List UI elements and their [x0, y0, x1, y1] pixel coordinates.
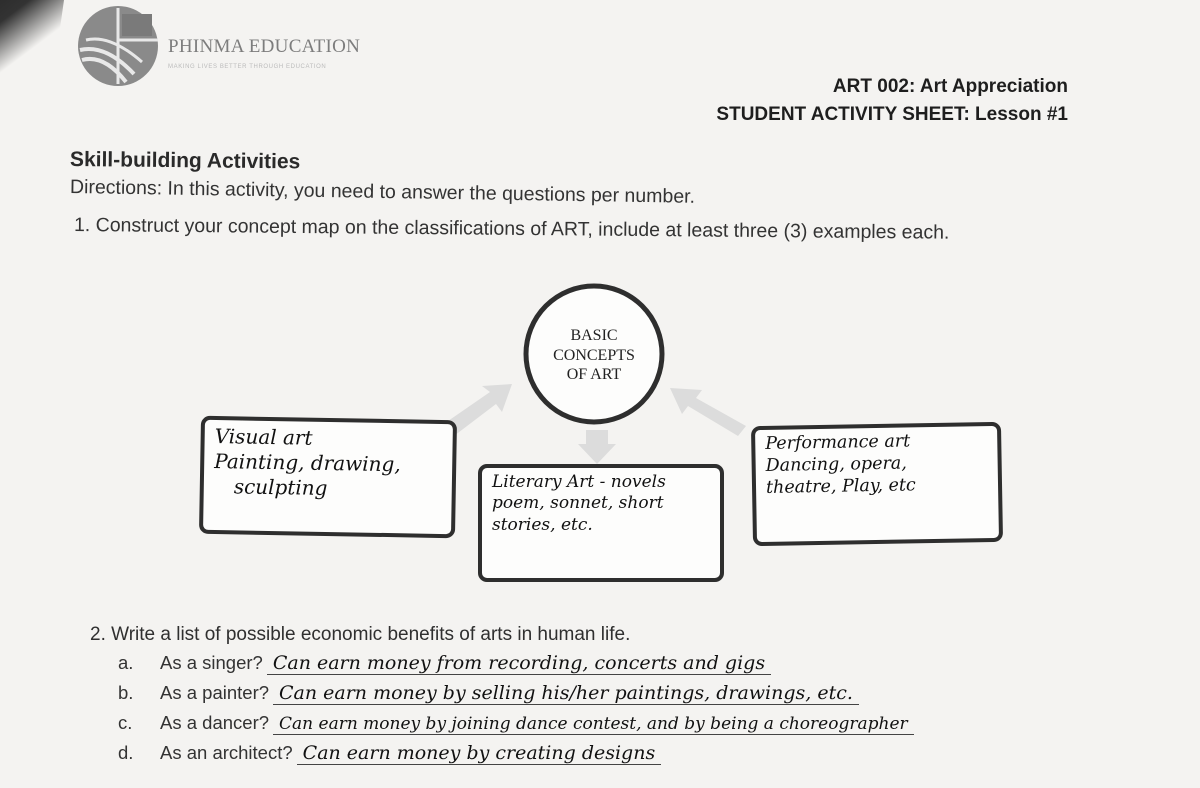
brand-name: PHINMA EDUCATION	[168, 36, 361, 57]
performance-line-2: Dancing, opera,	[765, 453, 908, 476]
center-label	[526, 326, 662, 385]
center-line-2: CONCEPTS	[553, 346, 635, 364]
item-answer: Can earn money by joining dance contest, and by being a choreographer	[273, 714, 914, 735]
item-question: As an architect?	[160, 742, 293, 763]
center-line-1: BASIC	[570, 327, 618, 344]
item-answer: Can earn money from recording, concerts and gigs	[267, 652, 771, 675]
item-letter: a.	[118, 652, 134, 673]
item-letter: c.	[118, 712, 133, 733]
answer-row-d	[118, 742, 661, 765]
concept-map	[190, 280, 1020, 590]
brand-tagline: MAKING LIVES BETTER THROUGH EDUCATION	[168, 64, 327, 70]
question-1: 1. Construct your concept map on the classifications of ART, include at least three (3) examples each.	[73, 214, 950, 244]
literary-line-2: poem, sonnet, short	[492, 493, 664, 514]
performance-line-1: Performance art	[765, 431, 911, 454]
visual-line-2: Painting, drawing,	[214, 449, 401, 477]
center-line-3: OF ART	[566, 366, 622, 384]
performance-art-box	[751, 422, 1003, 546]
item-letter: b.	[118, 682, 134, 703]
section-title: Skill-building Activities	[69, 148, 301, 174]
item-answer: Can earn money by creating designs	[297, 742, 662, 765]
visual-art-box	[199, 416, 457, 538]
literary-art-box	[478, 464, 724, 582]
arrow-down-icon	[578, 430, 616, 464]
phinma-logo-icon	[76, 4, 160, 88]
item-question: As a dancer?	[160, 712, 270, 733]
photo-corner-shadow	[0, 0, 69, 96]
item-question: As a painter?	[160, 682, 270, 703]
answer-row-b	[118, 682, 859, 705]
arrow-right-icon	[670, 388, 746, 436]
visual-line-1: Visual art	[214, 424, 313, 450]
item-letter: d.	[118, 742, 134, 763]
directions-text: Directions: In this activity, you need to answer the questions per number.	[69, 176, 696, 208]
visual-line-3: sculpting	[233, 474, 328, 500]
performance-line-3: theatre, Play, etc	[765, 475, 916, 498]
item-question: As a singer?	[160, 652, 263, 673]
literary-line-1: Literary Art - novels	[492, 472, 666, 492]
item-answer: Can earn money by selling his/her paintings, drawings, etc.	[273, 682, 859, 705]
question-2: 2. Write a list of possible economic benefits of arts in human life.	[90, 624, 631, 645]
sheet-title: STUDENT ACTIVITY SHEET: Lesson #1	[716, 104, 1068, 125]
answer-row-c	[118, 712, 914, 735]
course-title: ART 002: Art Appreciation	[832, 76, 1068, 97]
answer-row-a	[118, 652, 771, 675]
literary-line-3: stories, etc.	[492, 514, 593, 535]
